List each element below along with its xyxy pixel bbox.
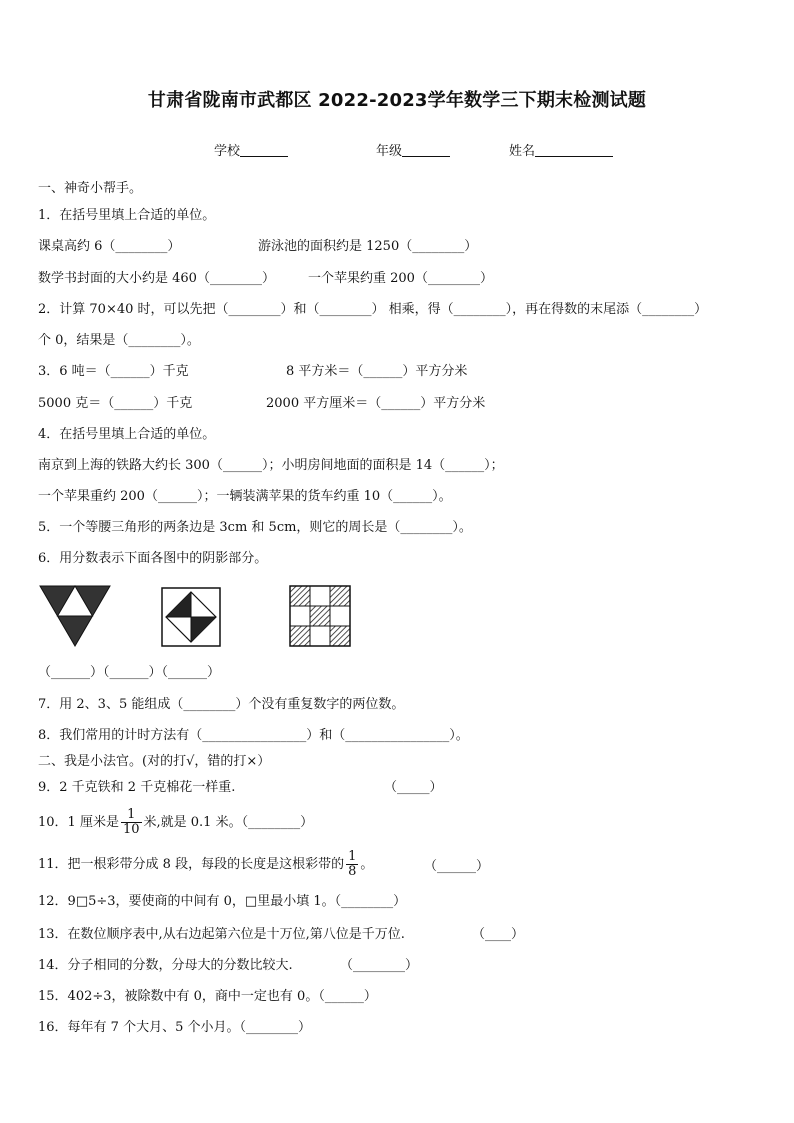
figure-square-diamond [162,588,220,646]
fraction-1-8-numerator: 1 [348,849,357,864]
question-12: 12．9□5÷3，要使商的中间有 0，□里最小填 1。（________） [38,894,407,909]
question-1c: 数学书封面的大小约是 460（________） [38,271,275,286]
question-13: 13．在数位顺序表中,从右边起第六位是十万位,第八位是千万位. [38,927,405,942]
question-13-blank: （____） [472,927,525,942]
question-11 [38,850,373,879]
figure-grid [290,586,350,646]
question-3d: 2000 平方厘米＝（______）平方分米 [266,396,486,411]
question-2-line-2: 个 0，结果是（________）。 [38,333,200,348]
question-6: 6．用分数表示下面各图中的阴影部分。 [38,551,268,566]
question-1a: 课桌高约 6（________） [38,239,181,254]
question-4a: 南京到上海的铁路大约长 300（______）；小明房间地面的面积是 14（______）； [38,458,504,473]
question-11-post: 。 [360,857,374,872]
question-14-blank: （________） [340,958,419,973]
question-10-pre: 10．1 厘米是 [38,815,119,830]
question-9-blank: （_____） [384,780,443,795]
question-1b: 游泳池的面积约是 1250（________） [258,239,478,254]
question-3c: 5000 克＝（______）千克 [38,396,193,411]
school-field [214,140,288,159]
school-label: 学校 [214,144,241,159]
question-4: 4．在括号里填上合适的单位。 [38,427,216,442]
name-label: 姓名 [509,144,536,159]
question-1d: 一个苹果约重 200（________） [308,271,493,286]
name-field [509,140,613,159]
page-title: 甘肃省陇南市武都区 2022-2023学年数学三下期末检测试题 [147,90,647,111]
question-8: 8．我们常用的计时方法有（________________）和（________________）。 [38,728,469,743]
question-7: 7．用 2、3、5 能组成（________）个没有重复数字的两位数。 [38,697,405,712]
question-11-pre: 11．把一根彩带分成 8 段，每段的长度是这根彩带的 [38,857,345,872]
question-2-line-1: 2．计算 70×40 时，可以先把（________）和（________） 相乘，得（________），再在得数的末尾添（________） [38,302,708,317]
school-blank[interactable] [240,142,288,157]
question-4b: 一个苹果重约 200（______）；一辆装满苹果的货车约重 10（______）。 [38,489,452,504]
section-1-heading: 一、神奇小帮手。 [38,181,143,196]
fraction-1-10 [121,808,142,837]
question-6-answers: （______）（______）（______） [38,665,221,680]
question-16: 16．每年有 7 个大月、5 个小月。（________） [38,1020,311,1035]
figures-svg [38,584,378,654]
figure-triangle [40,586,110,646]
fraction-1-8 [346,850,358,879]
question-5: 5．一个等腰三角形的两条边是 3cm 和 5cm，则它的周长是（________）。 [38,520,472,535]
fraction-figures [38,584,378,654]
grade-field [376,140,450,159]
question-3a: 3．6 吨＝（______）千克 [38,364,189,379]
question-3b: 8 平方米＝（______）平方分米 [286,364,468,379]
question-15: 15．402÷3，被除数中有 0，商中一定也有 0。（______） [38,989,377,1004]
question-1: 1．在括号里填上合适的单位。 [38,208,216,223]
fraction-1-10-denominator: 10 [122,822,140,837]
fraction-1-8-denominator: 8 [348,864,357,879]
fraction-1-10-numerator: 1 [121,808,142,823]
question-10-post: 米,就是 0.1 米。（________） [143,815,314,830]
name-blank[interactable] [535,142,613,157]
grade-label: 年级 [376,144,403,159]
grade-blank[interactable] [402,142,450,157]
question-11-blank: （______） [424,859,490,874]
question-9: 9．2 千克铁和 2 千克棉花一样重. [38,780,236,795]
section-2-heading: 二、我是小法官。(对的打√，错的打×） [38,754,271,769]
question-14: 14．分子相同的分数，分母大的分数比较大. [38,958,293,973]
question-10 [38,808,313,837]
